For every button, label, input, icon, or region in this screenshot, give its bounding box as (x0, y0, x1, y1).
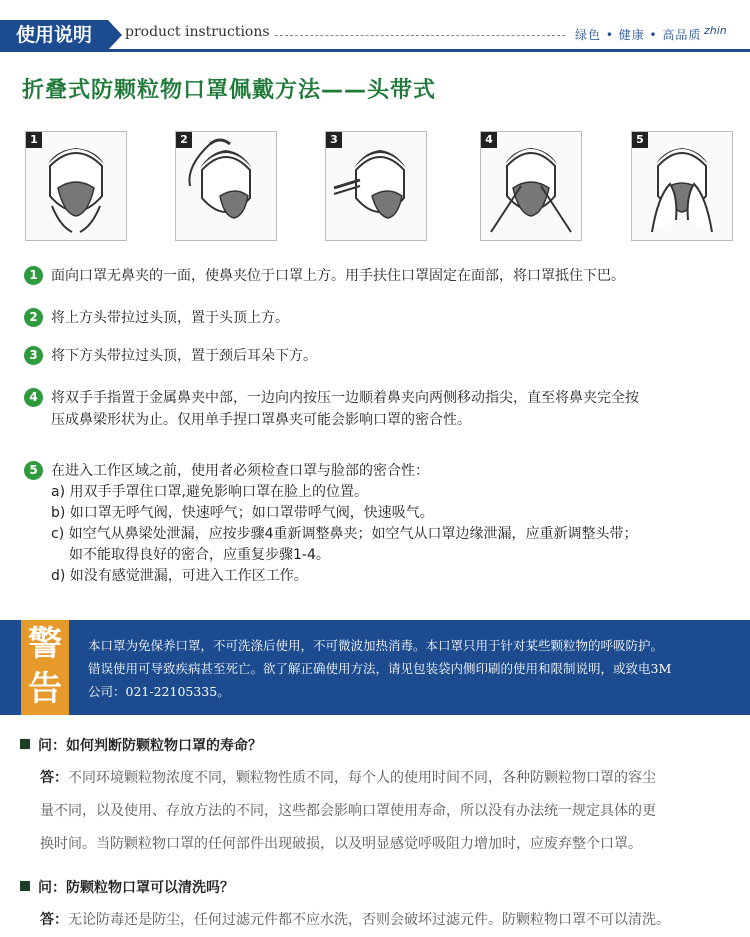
instruction-step-2 (24, 307, 734, 329)
instruction-text-line: 将双手手指置于金属鼻夹中部，一边向内按压一边顺着鼻夹向两侧移动指尖，直至将鼻夹完全按 (51, 390, 639, 406)
instruction-step-5 (24, 460, 734, 587)
page-title: 折叠式防颗粒物口罩佩戴方法——头带式 (22, 78, 437, 103)
warning-label (21, 620, 69, 715)
step-number-badge: 5 (24, 461, 43, 480)
seal-check-item: d) 如没有感觉泄漏，可进入工作区工作。 (51, 568, 308, 584)
answer-label: 答： (40, 912, 68, 928)
warning-text (88, 634, 738, 703)
header-dashed-divider (275, 35, 565, 36)
warning-line: 本口罩为免保养口罩，不可洗涤后使用，不可微波加热消毒。本口罩只用于针对某些颗粒物的呼吸防护。 (88, 638, 664, 653)
square-bullet-icon (20, 739, 30, 749)
face-mask-hold-icon (30, 136, 122, 236)
illustration-step-3 (325, 131, 427, 241)
answer-text: 无论防毒还是防尘，任何过滤元件都不应水洗，否则会破坏过滤元件。防颗粒物口罩不可以清洗。 (68, 912, 670, 928)
brand-slogan: 绿色 • 健康 • 高品质 (575, 28, 702, 42)
instruction-step-3 (24, 345, 734, 367)
seal-check-list (24, 482, 734, 587)
warning-banner (0, 620, 750, 715)
figure-number: 3 (326, 132, 342, 148)
answer-text: 量不同，以及使用、存放方法的不同，这些都会影响口罩使用寿命，所以没有办法统一规定具体的更 (40, 803, 656, 819)
step-number-badge: 3 (24, 346, 43, 365)
instruction-text: 将上方头带拉过头顶，置于头顶上方。 (51, 310, 289, 326)
square-bullet-icon (20, 881, 30, 891)
header-bar (0, 0, 750, 52)
illustration-step-4 (480, 131, 582, 241)
seal-check-item: b) 如口罩无呼气阀，快速呼气；如口罩带呼气阀，快速吸气。 (51, 505, 434, 521)
figure-number: 4 (481, 132, 497, 148)
faq-question (20, 877, 234, 897)
nose-clip-press-icon (485, 136, 577, 236)
lower-strap-icon (330, 136, 422, 236)
illustration-step-2 (175, 131, 277, 241)
section-tag: 使用说明 (0, 20, 108, 50)
step-illustrations (25, 131, 725, 243)
faq-question-text: 问：如何判断防颗粒物口罩的寿命？ (38, 738, 262, 754)
instruction-text-line: 压成鼻梁形状为止。仅用单手捏口罩鼻夹可能会影响口罩的密合性。 (51, 412, 471, 428)
figure-number: 2 (176, 132, 192, 148)
brand-logo: zhin (704, 24, 727, 37)
illustration-step-5 (631, 131, 733, 241)
warning-line: 公司：021-22105335。 (88, 684, 230, 699)
instruction-step-4 (24, 387, 734, 431)
figure-number: 1 (26, 132, 42, 148)
faq-question (20, 735, 262, 755)
step-number-badge: 4 (24, 388, 43, 407)
header-rule (0, 49, 750, 52)
seal-check-icon (636, 136, 728, 236)
instruction-text: 面向口罩无鼻夹的一面，使鼻夹位于口罩上方。用手扶住口罩固定在面部，将口罩抵住下巴。 (51, 268, 625, 284)
seal-check-item: a) 用双手手罩住口罩,避免影响口罩在脸上的位置。 (51, 484, 368, 500)
step-number-badge: 2 (24, 308, 43, 327)
warning-char: 警 (28, 624, 62, 664)
faq-answer (40, 762, 740, 861)
answer-label: 答： (40, 770, 68, 786)
answer-text: 换时间。当防颗粒物口罩的任何部件出现破损，以及明显感觉呼吸阻力增加时，应废弃整个口罩。 (40, 836, 642, 852)
faq-answer (40, 904, 740, 937)
warning-line: 错误使用可导致疾病甚至死亡。欲了解正确使用方法，请见包装袋内侧印刷的使用和限制说明，或致电3M (88, 661, 672, 676)
instruction-text: 将下方头带拉过头顶，置于颈后耳朵下方。 (51, 348, 317, 364)
faq-question-text: 问：防颗粒物口罩可以清洗吗？ (38, 880, 234, 896)
figure-number: 5 (632, 132, 648, 148)
upper-strap-icon (180, 136, 272, 236)
illustration-step-1 (25, 131, 127, 241)
answer-text: 不同环境颗粒物浓度不同，颗粒物性质不同，每个人的使用时间不同，各种防颗粒物口罩的容尘 (68, 770, 656, 786)
seal-check-item-continued: 如不能取得良好的密合，应重复步骤1-4。 (69, 547, 330, 563)
instruction-text: 在进入工作区域之前，使用者必须检查口罩与脸部的密合性： (51, 463, 429, 479)
instruction-step-1 (24, 265, 734, 287)
step-number-badge: 1 (24, 266, 43, 285)
seal-check-item: c) 如空气从鼻梁处泄漏，应按步骤4重新调整鼻夹；如空气从口罩边缘泄漏，应重新调整头带； (51, 526, 638, 542)
warning-char: 告 (28, 669, 62, 709)
section-subtitle: product instructions (125, 24, 270, 40)
